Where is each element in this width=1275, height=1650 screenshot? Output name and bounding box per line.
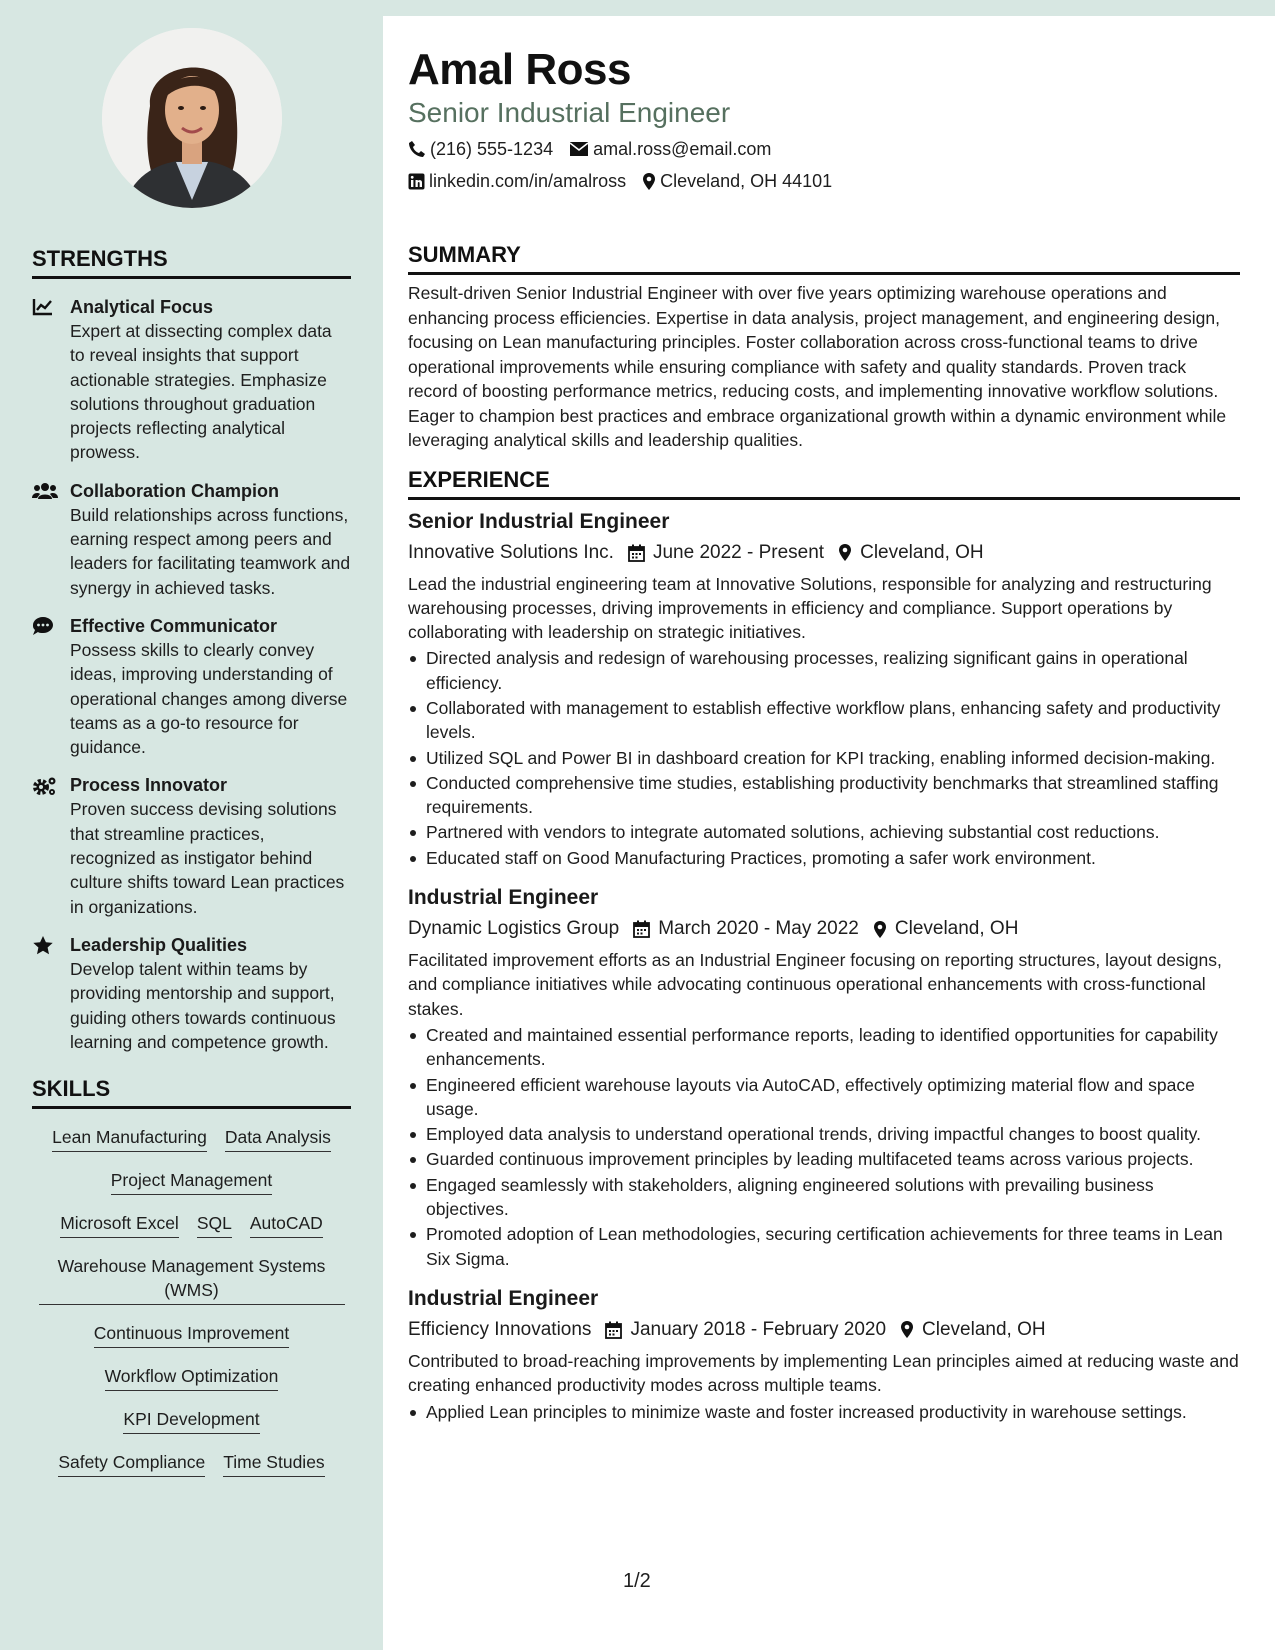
candidate-title: Senior Industrial Engineer (408, 97, 731, 128)
users-icon (32, 479, 70, 600)
strength-description: Develop talent within teams by providing mentorship and support, guiding others towards continuous learning and competence growth. (70, 958, 336, 1052)
job-company: Dynamic Logistics Group (408, 918, 620, 940)
strength-title: Process Innovator (70, 775, 228, 796)
job-title: Industrial Engineer (408, 1286, 599, 1310)
job-meta (408, 914, 1240, 944)
page-number: 1/2 (623, 1570, 651, 1592)
bullet-item: Conducted comprehensive time studies, establishing productivity benchmarks that streamlined staffing requirements. (408, 771, 1240, 820)
skills-heading: SKILLS (32, 1076, 351, 1109)
job-location: Cleveland, OH (860, 541, 984, 563)
map-pin-icon (642, 172, 656, 191)
contact-row (408, 136, 1240, 162)
speech-bubble-icon (32, 614, 70, 759)
bullet-item: Guarded continuous improvement principles by leading multifaceted teams across various projects. (408, 1147, 1240, 1171)
strength-item (32, 479, 351, 600)
strength-item (32, 614, 351, 759)
calendar-icon (628, 544, 645, 562)
bullet-item: Directed analysis and redesign of warehousing processes, realizing significant gains in operational efficiency. (408, 646, 1240, 695)
strengths-heading: STRENGTHS (32, 246, 351, 279)
location-text: Cleveland, OH 44101 (660, 171, 833, 191)
bullet-item: Partnered with vendors to integrate automated solutions, achieving substantial cost reductions. (408, 820, 1240, 844)
linkedin-contact[interactable] (408, 168, 626, 194)
bullet-item: Promoted adoption of Lean methodologies, securing certification achievements for three teams in Lean Six Sigma. (408, 1222, 1240, 1271)
chart-line-icon (32, 295, 70, 465)
gears-icon (32, 773, 70, 918)
job-company: Innovative Solutions Inc. (408, 541, 614, 563)
bullet-item: Applied Lean principles to minimize waste and foster increased productivity in warehouse settings. (408, 1400, 1240, 1424)
job-title: Senior Industrial Engineer (408, 509, 670, 533)
linkedin-icon (408, 173, 425, 190)
contact-row (408, 168, 1240, 194)
job-title: Industrial Engineer (408, 886, 599, 910)
skill-tag: Warehouse Management Systems (WMS) (39, 1254, 345, 1305)
bullet-item: Engineered efficient warehouse layouts via AutoCAD, effectively optimizing material flow and space usage. (408, 1073, 1240, 1122)
job-dates: June 2022 - Present (652, 541, 825, 563)
email-contact[interactable] (569, 136, 771, 162)
candidate-name: Amal Ross (408, 45, 631, 94)
skill-tag: Safety Compliance (58, 1450, 205, 1477)
strength-title: Effective Communicator (70, 615, 278, 636)
bullet-item: Utilized SQL and Power BI in dashboard creation for KPI tracking, enabling informed decision-making. (408, 746, 1240, 770)
summary-text: Result-driven Senior Industrial Engineer with over five years optimizing warehouse operations and enhancing process efficiencies. Expertise in data analysis, project management, and engineering design, focusing on Lean manufacturing principles. Foster collaboration across cross-functional teams to drive operational improvements while ensuring compliance with safety and quality standards. Proven track record of boosting performance metrics, reducing costs, and implementing innovative workflow solutions. Eager to champion best practices and embrace organizational growth within a dynamic environment while leveraging analytical skills and leadership qualities. (408, 283, 1227, 450)
phone-contact[interactable] (408, 136, 553, 162)
job-dates: March 2020 - May 2022 (658, 918, 859, 940)
job-location: Cleveland, OH (894, 918, 1019, 940)
skill-tag: KPI Development (123, 1407, 259, 1434)
skill-tag: Time Studies (223, 1450, 324, 1477)
location-contact (642, 168, 832, 194)
job-dates: January 2018 - February 2020 (630, 1318, 887, 1340)
envelope-icon (569, 141, 589, 157)
main-content (408, 0, 1240, 1424)
job-bullets (408, 1400, 1240, 1424)
job-bullets (408, 646, 1240, 870)
map-pin-icon (838, 543, 852, 562)
star-icon (32, 933, 70, 1054)
job-company: Efficiency Innovations (408, 1318, 592, 1340)
calendar-icon (605, 1321, 622, 1339)
strength-item (32, 773, 351, 918)
strength-description: Possess skills to clearly convey ideas, improving understanding of operational changes among diverse teams as a go-to resource for guidance. (70, 639, 348, 758)
strength-description: Proven success devising solutions that streamline practices, recognized as instigator behind culture shifts toward Lean practices in organizations. (70, 799, 345, 917)
strength-description: Build relationships across functions, earning respect among peers and leaders for facilitating teamwork and synergy in achieved tasks. (70, 504, 351, 598)
phone-text: (216) 555-1234 (430, 139, 554, 159)
strength-title: Leadership Qualities (70, 934, 248, 955)
job-bullets (408, 1023, 1240, 1271)
profile-photo-icon (102, 28, 282, 208)
summary-heading: SUMMARY (408, 242, 1240, 275)
bullet-item: Collaborated with management to establish effective workflow plans, enhancing safety and productivity levels. (408, 696, 1240, 745)
profile-photo (102, 28, 282, 208)
job-description: Lead the industrial engineering team at Innovative Solutions, responsible for analyzing and restructuring warehousing processes, driving improvements in efficiency and compliance. Support operations by collaborating with leadership on strategic initiatives. (408, 573, 1212, 643)
strength-title: Analytical Focus (70, 297, 214, 317)
skill-tag: Data Analysis (225, 1125, 331, 1152)
job-entry (408, 1285, 1240, 1424)
map-pin-icon (873, 920, 887, 939)
job-entry (408, 508, 1240, 871)
job-meta (408, 1315, 1240, 1345)
phone-icon (408, 140, 426, 158)
job-location: Cleveland, OH (922, 1318, 1046, 1340)
skill-tag: AutoCAD (250, 1211, 323, 1238)
job-meta (408, 538, 1240, 568)
skill-tag: SQL (197, 1211, 232, 1238)
bullet-item: Employed data analysis to understand operational trends, driving impactful changes to boost quality. (408, 1122, 1240, 1146)
bullet-item: Engaged seamlessly with stakeholders, aligning engineered solutions with prevailing business objectives. (408, 1173, 1240, 1222)
linkedin-text: linkedin.com/in/amalross (429, 171, 627, 191)
bullet-item: Created and maintained essential performance reports, leading to identified opportunities for capability enhancements. (408, 1023, 1240, 1072)
sidebar (0, 0, 383, 1650)
job-description: Contributed to broad-reaching improvements by implementing Lean principles aimed at reducing waste and creating enhanced productivity modes across multiple teams. (408, 1350, 1239, 1396)
bullet-item: Educated staff on Good Manufacturing Practices, promoting a safer work environment. (408, 846, 1240, 870)
skill-tag: Project Management (111, 1168, 272, 1195)
job-entry (408, 884, 1240, 1271)
job-description: Facilitated improvement efforts as an Industrial Engineer focusing on reporting structures, layout designs, and compliance initiatives while advocating continuous operational enhancements with cross-functional stakes. (408, 950, 1222, 1019)
skill-tag: Continuous Improvement (94, 1321, 290, 1348)
experience-heading: EXPERIENCE (408, 467, 1240, 500)
skill-tag: Lean Manufacturing (52, 1125, 207, 1152)
skill-tag: Microsoft Excel (60, 1211, 179, 1238)
strength-title: Collaboration Champion (70, 480, 279, 501)
strength-item (32, 295, 351, 465)
email-text: amal.ross@email.com (593, 139, 772, 159)
strength-description: Expert at dissecting complex data to reveal insights that support actionable strategies. Emphasize solutions throughout graduation projects reflecting analytical prowess. (70, 321, 332, 463)
strength-item (32, 933, 351, 1054)
skill-tag: Workflow Optimization (105, 1364, 279, 1391)
skills-section (32, 1076, 351, 1477)
calendar-icon (633, 920, 650, 938)
map-pin-icon (900, 1320, 914, 1339)
strengths-section (32, 246, 351, 1054)
